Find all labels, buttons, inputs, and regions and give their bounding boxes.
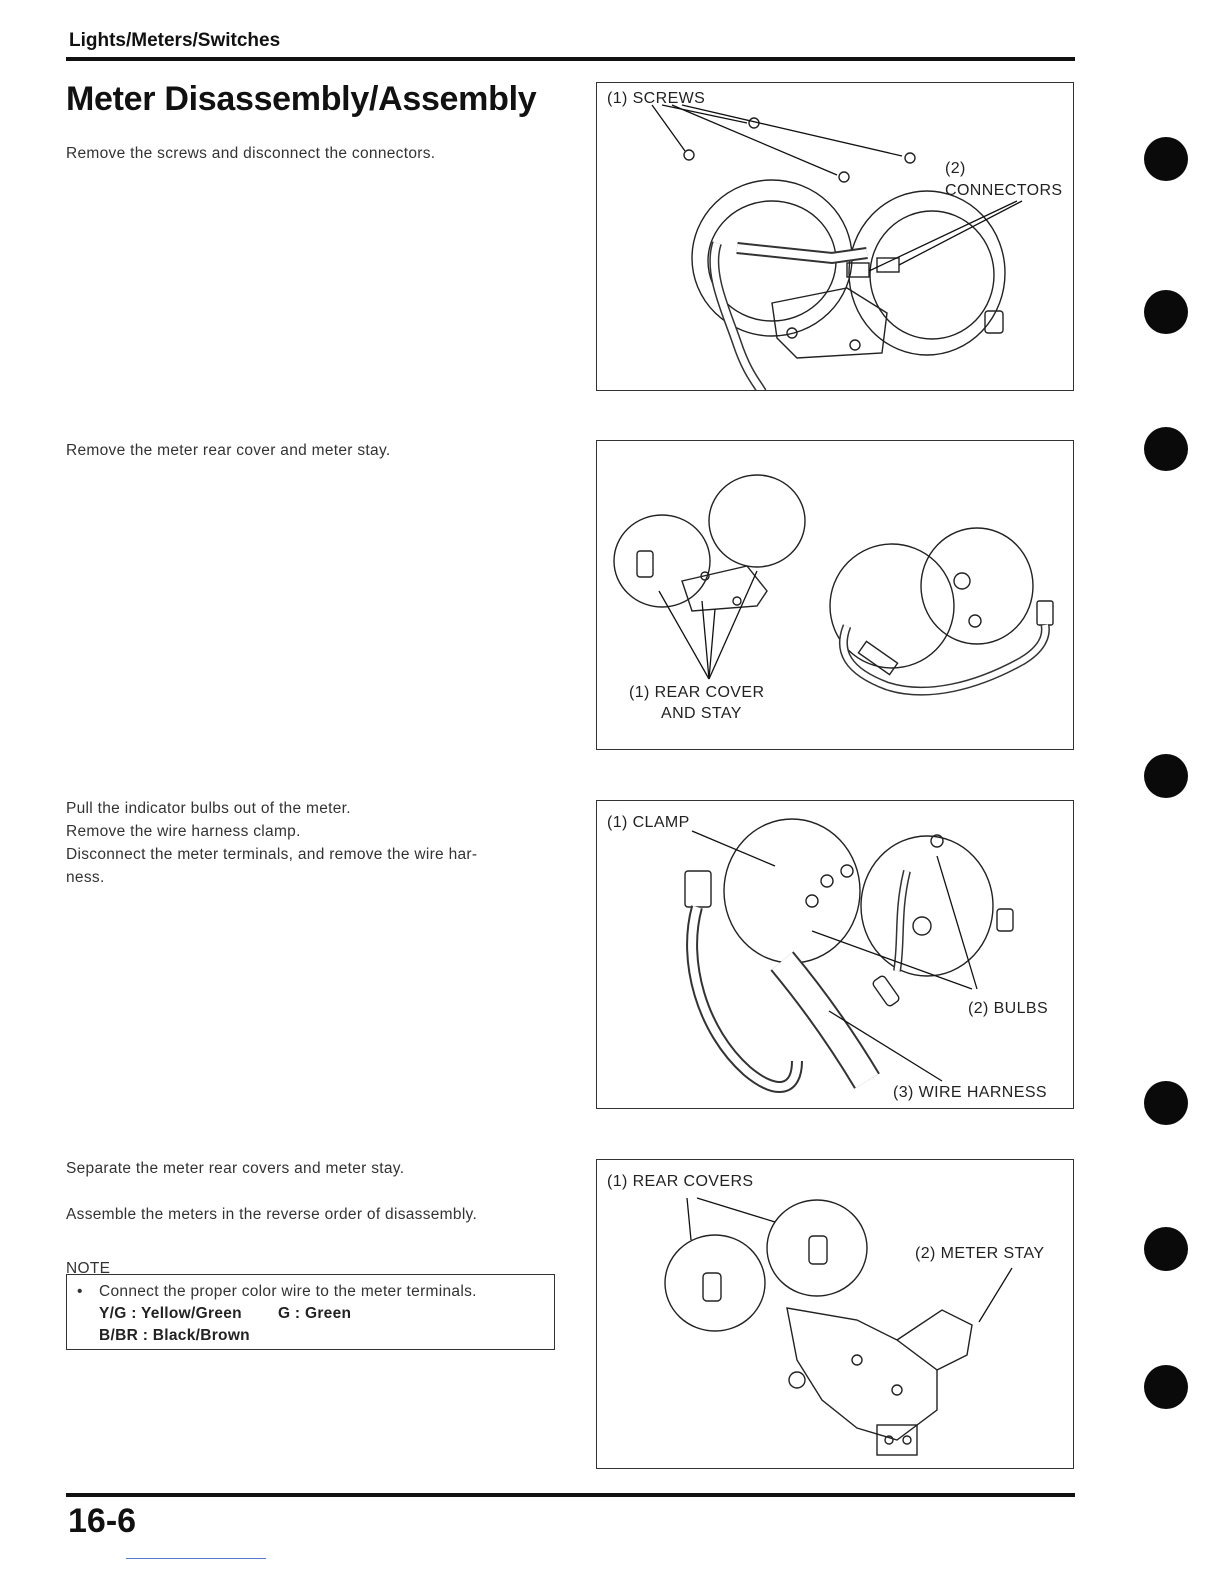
bulb — [872, 975, 901, 1008]
stay-arm — [897, 1310, 972, 1370]
tachometer-housing — [849, 191, 1005, 355]
callout-clamp: (1) CLAMP — [607, 814, 690, 831]
callout-bulbs: (2) BULBS — [968, 1000, 1049, 1017]
step-3-line-3: Disconnect the meter terminals, and remove the wire har- — [66, 846, 478, 863]
figure-screws-connectors — [596, 82, 1074, 391]
rear-cover-right — [709, 475, 805, 567]
footer-link-underline — [126, 1558, 266, 1559]
callout-and-stay: AND STAY — [661, 705, 742, 722]
footer-rule — [66, 1493, 1075, 1497]
section-header: Lights/Meters/Switches — [69, 30, 281, 51]
step-1-text — [66, 142, 556, 165]
note-text: Connect the proper color wire to the meter terminals. — [99, 1283, 477, 1300]
trip-knob — [997, 909, 1013, 931]
step-2-line-1: Remove the meter rear cover and meter stay. — [66, 442, 391, 459]
rear-cover-2 — [767, 1200, 867, 1296]
color-code-row-2 — [77, 1325, 544, 1347]
tachometer-inner — [870, 211, 994, 339]
section-tab-dot — [1144, 1365, 1188, 1409]
step-4-line-1: Separate the meter rear covers and meter stay. — [66, 1160, 405, 1177]
figure-rear-covers-stay — [596, 1159, 1074, 1469]
rear-cover-1 — [665, 1235, 765, 1331]
note-bullet-line — [77, 1281, 544, 1303]
callout-connectors-number: (2) — [945, 160, 966, 177]
callout-connectors: CONNECTORS — [945, 182, 1063, 199]
bulbs-harness-illustration — [597, 801, 1074, 1109]
section-tab-dot — [1144, 137, 1188, 181]
note-box — [66, 1274, 555, 1350]
connector-right — [1037, 601, 1053, 625]
callout-rear-covers: (1) REAR COVERS — [607, 1173, 754, 1190]
color-code-bbr: B/BR : Black/Brown — [99, 1327, 250, 1344]
figure-rear-cover-stay — [596, 440, 1074, 750]
callout-wire-harness: (3) WIRE HARNESS — [893, 1084, 1047, 1101]
section-tab-dot — [1144, 754, 1188, 798]
step-4-text — [66, 1157, 556, 1226]
callout-meter-stay: (2) METER STAY — [915, 1245, 1045, 1262]
step-3-line-4: ness. — [66, 869, 105, 886]
color-code-row-1 — [77, 1303, 544, 1325]
step-1-line-1: Remove the screws and disconnect the connectors. — [66, 145, 436, 162]
section-tab-dot — [1144, 290, 1188, 334]
step-3-text — [66, 797, 556, 889]
meter-stay — [772, 288, 887, 358]
step-2-text — [66, 439, 556, 462]
section-tab-dot — [1144, 1081, 1188, 1125]
screw-icon — [684, 150, 694, 160]
section-tab-dot — [1144, 1227, 1188, 1271]
stay-left — [682, 566, 767, 611]
tachometer-open — [861, 836, 993, 976]
step-4-line-3: Assemble the meters in the reverse order of disassembly. — [66, 1206, 478, 1223]
figure-clamp-bulbs-harness — [596, 800, 1074, 1109]
page-title: Meter Disassembly/Assembly — [66, 80, 537, 118]
rear-cover-left — [614, 515, 710, 607]
wire-harness — [692, 907, 797, 1087]
bullet-icon: • — [77, 1283, 83, 1300]
section-tab-dot — [1144, 427, 1188, 471]
step-4-spacer — [66, 1180, 556, 1203]
callout-screws: (1) SCREWS — [607, 90, 706, 107]
color-code-yg: Y/G : Yellow/Green — [99, 1305, 242, 1322]
covers-stay-illustration — [597, 1160, 1074, 1469]
note-label: NOTE — [66, 1260, 111, 1277]
step-3-line-2: Remove the wire harness clamp. — [66, 823, 301, 840]
screw-icon — [839, 172, 849, 182]
screw-icon — [905, 153, 915, 163]
connector-block — [685, 871, 711, 907]
meter-rear-illustration — [597, 83, 1074, 391]
color-code-g: G : Green — [277, 1305, 352, 1322]
page-number: 16-6 — [68, 1502, 137, 1540]
wire-harness — [714, 243, 762, 391]
step-3-line-1: Pull the indicator bulbs out of the meter. — [66, 800, 351, 817]
callout-rear-cover: (1) REAR COVER — [629, 684, 765, 701]
header-rule — [66, 57, 1075, 61]
